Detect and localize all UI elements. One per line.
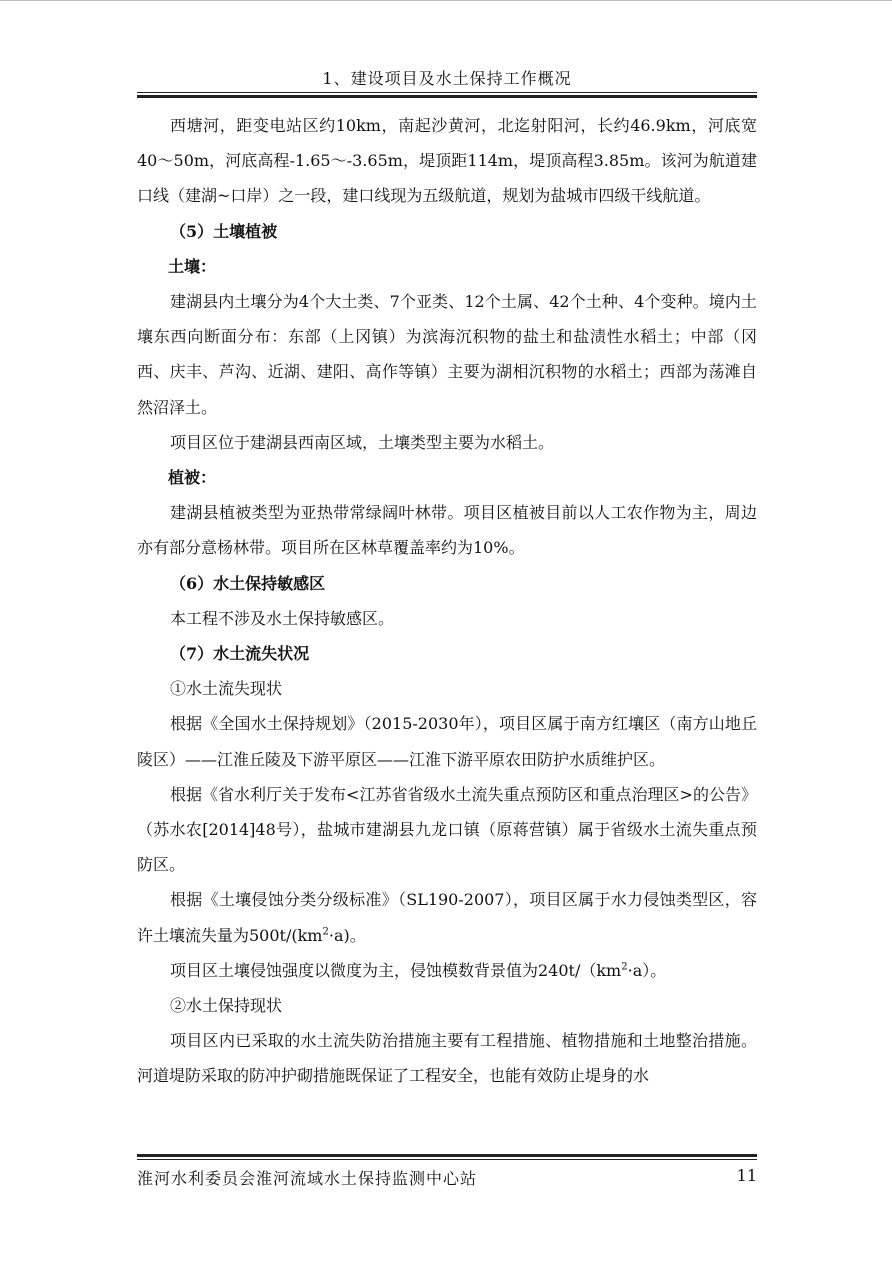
paragraph-erosion-intensity [137,953,757,988]
section-heading-erosion-status: （7）水土流失状况 [170,644,310,664]
superscript-2: 2 [621,961,628,973]
subitem-erosion-current: ①水土流失现状 [170,679,283,699]
subitem-conservation-current: ②水土保持现状 [170,996,283,1016]
section-heading-sensitive-area: （6）水土保持敏感区 [170,573,326,593]
paragraph-xitang-river: 西塘河，距变电站区约10km，南起沙黄河，北迄射阳河，长约46.9km，河底宽40～50m，河底高程-1.65～-3.65m，堤顶距114m，堤顶高程3.85m。该河为航道建口线（建湖~口岸）之一段，建口线现为五级航道，规划为盐城市四级干线航道。 [137,116,757,206]
erosion-intensity-text: 项目区土壤侵蚀强度以微度为主，侵蚀模数背景值为240t/（km [170,960,622,980]
superscript-2: 2 [322,926,329,938]
paragraph-erosion-standard [137,882,757,952]
page-number: 11 [736,1166,757,1185]
paragraph-soil-types: 建湖县内土壤分为4个大土类、7个亚类、12个土属、42个土种、4个变种。境内土壤东西向断面分布：东部（上冈镇）为滨海沉积物的盐土和盐渍性水稻土；中部（冈西、庆丰、芦沟、近湖、建阳、高作等镇）主要为湖相沉积物的水稻土；西部为荡滩自然沼泽土。 [137,292,757,417]
paragraph-vegetation: 建湖县植被类型为亚热带常绿阔叶林带。项目区植被目前以人工农作物为主，周边亦有部分意杨林带。项目所在区林草覆盖率约为10%。 [137,503,757,558]
footer-rule-thick [137,1154,757,1157]
footer-rule-thin [137,1159,757,1160]
running-header: 1、建设项目及水土保持工作概况 [322,69,572,88]
paragraph-sensitive-area: 本工程不涉及水土保持敏感区。 [170,608,395,628]
paragraph-national-plan: 根据《全国水土保持规划》（2015-2030年），项目区属于南方红壤区（南方山地丘陵区）——江淮丘陵及下游平原区——江淮下游平原农田防护水质维护区。 [137,714,757,769]
section-heading-soil-vegetation: （5）土壤植被 [170,221,278,241]
body-content [137,108,757,1094]
paragraph-project-soil: 项目区位于建湖县西南区域，土壤类型主要为水稻土。 [170,432,555,452]
erosion-intensity-unit-end: ·a）。 [627,960,667,980]
footer-organization: 淮河水利委员会淮河流域水土保持监测中心站 [137,1169,478,1188]
paragraph-measures: 项目区内已采取的水土流失防治措施主要有工程措施、植物措施和土地整治措施。河道堤防采取的防冲护砌措施既保证了工程安全，也能有效防止堤身的水 [137,1031,757,1086]
header-rule-thick [137,95,757,98]
header-rule-thin [137,92,757,93]
erosion-standard-text: 根据《土壤侵蚀分类分级标准》（SL190-2007），项目区属于水力侵蚀类型区，容许土壤流失量为500t/(km [137,890,757,945]
subheading-vegetation: 植被： [168,468,217,488]
subheading-soil: 土壤： [168,256,217,276]
erosion-standard-unit-end: ·a)。 [328,925,366,945]
paragraph-provincial-notice: 根据《省水利厅关于发布<江苏省省级水土流失重点预防区和重点治理区>的公告》（苏水农[2014]48号），盐城市建湖县九龙口镇（原蒋营镇）属于省级水土流失重点预防区。 [137,784,757,875]
page-top-edge [0,0,892,1]
